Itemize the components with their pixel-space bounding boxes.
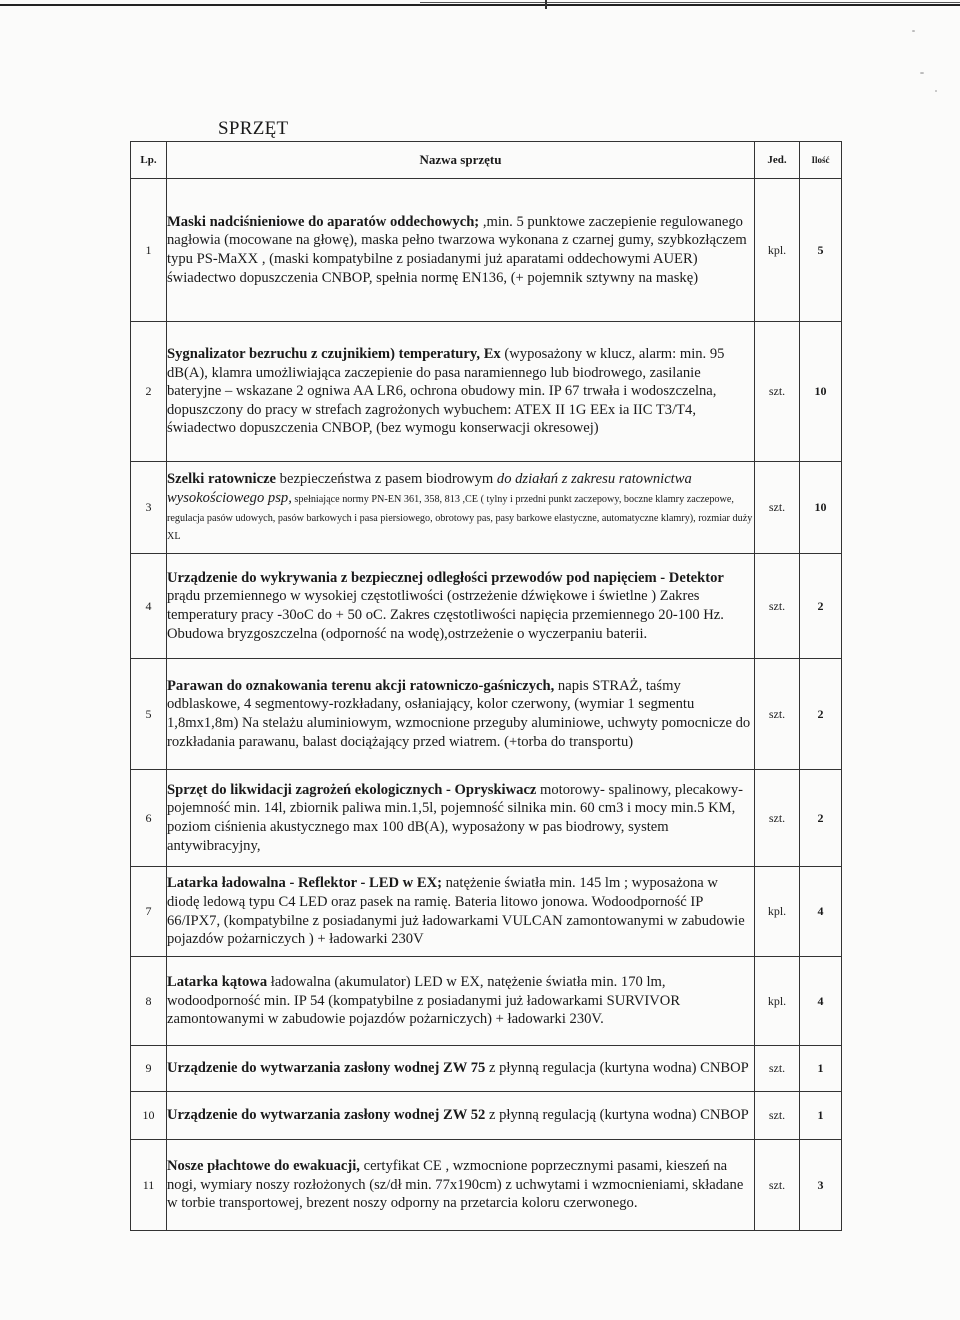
- row-details: bezpieczeństwa z pasem biodrowym: [276, 471, 497, 488]
- row-details: ,min. 5 punktowe zaczepienie regulowanego nagłowia (mocowane na głowę), maska pełno twarzowa wykonana z czarnej gumy, szybkozłączem typu PS-MaXX , (maski kompatybilne z posiadanymi już aparatami oddechowymi AUER) świadectwo dopuszczenia CNBOP, spełnia normę EN136, (+ pojemnik sztywny na maskę): [167, 213, 747, 286]
- row-qty: 4: [800, 867, 842, 957]
- row-description: [167, 867, 755, 957]
- table-row: [131, 770, 842, 867]
- row-qty: 2: [800, 659, 842, 770]
- row-qty: 10: [800, 322, 842, 462]
- table-row: [131, 867, 842, 957]
- row-unit: szt.: [755, 322, 800, 462]
- row-lp: 6: [131, 770, 167, 867]
- row-qty: 4: [800, 957, 842, 1046]
- row-details-small: spełniające normy PN-EN 361, 358, 813 ,CE ( tylny i przedni punkt zaczepowy, boczne klamry zaczepowe, regulacja pasów udowych, pasów barkowych i pasa piersiowego, obrotowy pas, pasy barkowe elastyczne, automatyczne klamry), rozmiar duży XL: [167, 493, 753, 543]
- row-qty: 2: [800, 554, 842, 659]
- row-details: (wyposażony w klucz, alarm: min. 95 dB(A), klamra umożliwiająca zaczepienie do pasa naramiennego lub biodrowego, zasilanie bateryjne – wskazane 2 ogniwa AA LR6, ochrona obudowy min. IP 67 trwała i wodoszczelna, dopuszczony do pracy w strefach zagrożonych wybuchem: ATEX II 1G EEx ia IIC T3/T4, świadectwo dopuszczenia CNBOP, (bez wymogu konserwacji okresowej): [167, 346, 725, 437]
- scan-mark: [545, 0, 547, 9]
- header-name: Nazwa sprzętu: [167, 142, 755, 179]
- row-details: z płynną regulacja (kurtyna wodna) CNBOP: [485, 1060, 749, 1077]
- header-qty: Ilość: [800, 142, 842, 179]
- row-details: motorowy- spalinowy, plecakowy-pojemność min. 14l, zbiornik paliwa min.1,5l, pojemność silnika min. 60 cm3 i mocy min.5 KM, poziom ciśnienia akustycznego max 100 dB(A), wyposażony w pas biodrowy, system antywibracyjny,: [167, 781, 743, 854]
- row-qty: 10: [800, 462, 842, 554]
- row-details: certyfikat CE , wzmocnione poprzecznymi pasami, kieszeń na nogi, wymiary noszy rozłożonych (sz/dł min. 77x190cm) z uchwytami i wzmocnieniami, składane w torbie transportowej, brezent noszy odporny na przetarcia koloru czerwonego.: [167, 1158, 744, 1212]
- row-details: ładowalna (akumulator) LED w EX, natężenie światła min. 170 lm, wodoodporność min. IP 54 (kompatybilne z posiadanymi już ładowarkami SURVIVOR zamontowanymi w zabudowie pojazdów pożarniczych) + ładowarki 230V.: [167, 974, 681, 1028]
- page-title: SPRZĘT: [218, 118, 289, 139]
- row-name: Szelki ratownicze: [167, 471, 277, 488]
- row-unit: szt.: [755, 554, 800, 659]
- row-description: [167, 1046, 755, 1092]
- table-row: [131, 659, 842, 770]
- scan-speck: [920, 72, 924, 74]
- row-unit: szt.: [755, 1092, 800, 1140]
- table-row: [131, 1046, 842, 1092]
- equipment-table: [130, 141, 842, 1231]
- row-lp: 9: [131, 1046, 167, 1092]
- row-lp: 3: [131, 462, 167, 554]
- row-unit: szt.: [755, 770, 800, 867]
- row-description: [167, 322, 755, 462]
- row-qty: 1: [800, 1046, 842, 1092]
- row-unit: kpl.: [755, 179, 800, 322]
- header-lp: Lp.: [131, 142, 167, 179]
- row-qty: 1: [800, 1092, 842, 1140]
- row-name: Latarka ładowalna - Reflektor - LED w EX;: [167, 875, 442, 892]
- row-details: natężenie światła min. 145 lm ; wyposażona w diodę ledową typu C4 LED oraz pasek na ramię. Bateria litowo jonowa. Wodoodporność IP 66/IPX7, (kompatybilne z posiadanymi już ładowarkami VULCAN zamontowanymi w zabudowie pojazdów pożarniczych ) + ładowarki 230V: [167, 875, 745, 948]
- row-lp: 5: [131, 659, 167, 770]
- scan-speck: [935, 90, 937, 92]
- row-name: Urządzenie do wytwarzania zasłony wodnej ZW 75: [167, 1060, 486, 1077]
- row-name: Urządzenie do wytwarzania zasłony wodnej ZW 52: [167, 1107, 486, 1124]
- scan-speck: [912, 30, 915, 32]
- row-name: Sprzęt do likwidacji zagrożeń ekologicznych - Opryskiwacz: [167, 781, 537, 798]
- row-lp: 10: [131, 1092, 167, 1140]
- row-qty: 3: [800, 1140, 842, 1231]
- table-row: [131, 322, 842, 462]
- row-unit: kpl.: [755, 867, 800, 957]
- row-lp: 8: [131, 957, 167, 1046]
- row-lp: 4: [131, 554, 167, 659]
- scan-edge-line: [0, 4, 960, 6]
- row-description: [167, 770, 755, 867]
- row-name: Latarka kątowa: [167, 974, 268, 991]
- row-details: prądu przemiennego w wysokiej częstotliwości (ostrzeżenie dźwiękowe i świetlne ) Zakres temperatury pracy -30oC do + 50 oC. Zakres częstotliwości napięcia przemiennego 20-100 Hz. Obudowa bryzgoszczelna (odporność na wodę),ostrzeżenie o wyczerpaniu baterii.: [167, 588, 724, 642]
- row-description: [167, 957, 755, 1046]
- row-description: [167, 659, 755, 770]
- table-row: [131, 179, 842, 322]
- scan-edge-line: [420, 2, 960, 3]
- table-row: [131, 462, 842, 554]
- row-unit: szt.: [755, 1140, 800, 1231]
- row-name: Sygnalizator bezruchu z czujnikiem) temperatury, Ex: [167, 346, 501, 363]
- row-description: [167, 1092, 755, 1140]
- row-name: Urządzenie do wykrywania z bezpiecznej odległości przewodów pod napięciem - Detektor: [167, 569, 724, 586]
- row-unit: szt.: [755, 462, 800, 554]
- table-header-row: [131, 142, 842, 179]
- table-row: [131, 1092, 842, 1140]
- row-unit: szt.: [755, 659, 800, 770]
- table-row: [131, 554, 842, 659]
- row-description: [167, 462, 755, 554]
- row-lp: 7: [131, 867, 167, 957]
- table-row: [131, 957, 842, 1046]
- row-details-italic: do działań z zakresu ratownictwa wysokościowego psp,: [167, 471, 692, 506]
- row-details: z płynną regulacją (kurtyna wodna) CNBOP: [485, 1107, 749, 1124]
- table-row: [131, 1140, 842, 1231]
- row-description: [167, 554, 755, 659]
- row-name: Parawan do oznakowania terenu akcji ratowniczo-gaśniczych,: [167, 677, 555, 694]
- row-description: [167, 1140, 755, 1231]
- row-qty: 5: [800, 179, 842, 322]
- header-unit: Jed.: [755, 142, 800, 179]
- row-unit: kpl.: [755, 957, 800, 1046]
- row-details: napis STRAŻ, taśmy odblaskowe, 4 segmentowy-rozkładany, osłaniający, kolor czerwony, (wymiar 1 segmentu 1,8mx1,8m) Na stelażu aluminiowym, wzmocnione przeguby aluminiowe, uchwyty pomocnicze do rozkładania parawanu, balast dociążający przed wiatrem. (+torba do transportu): [167, 677, 751, 750]
- row-lp: 2: [131, 322, 167, 462]
- row-description: [167, 179, 755, 322]
- row-unit: szt.: [755, 1046, 800, 1092]
- row-qty: 2: [800, 770, 842, 867]
- row-name: Maski nadciśnieniowe do aparatów oddechowych;: [167, 213, 480, 230]
- row-lp: 1: [131, 179, 167, 322]
- row-lp: 11: [131, 1140, 167, 1231]
- row-name: Nosze płachtowe do ewakuacji,: [167, 1158, 360, 1175]
